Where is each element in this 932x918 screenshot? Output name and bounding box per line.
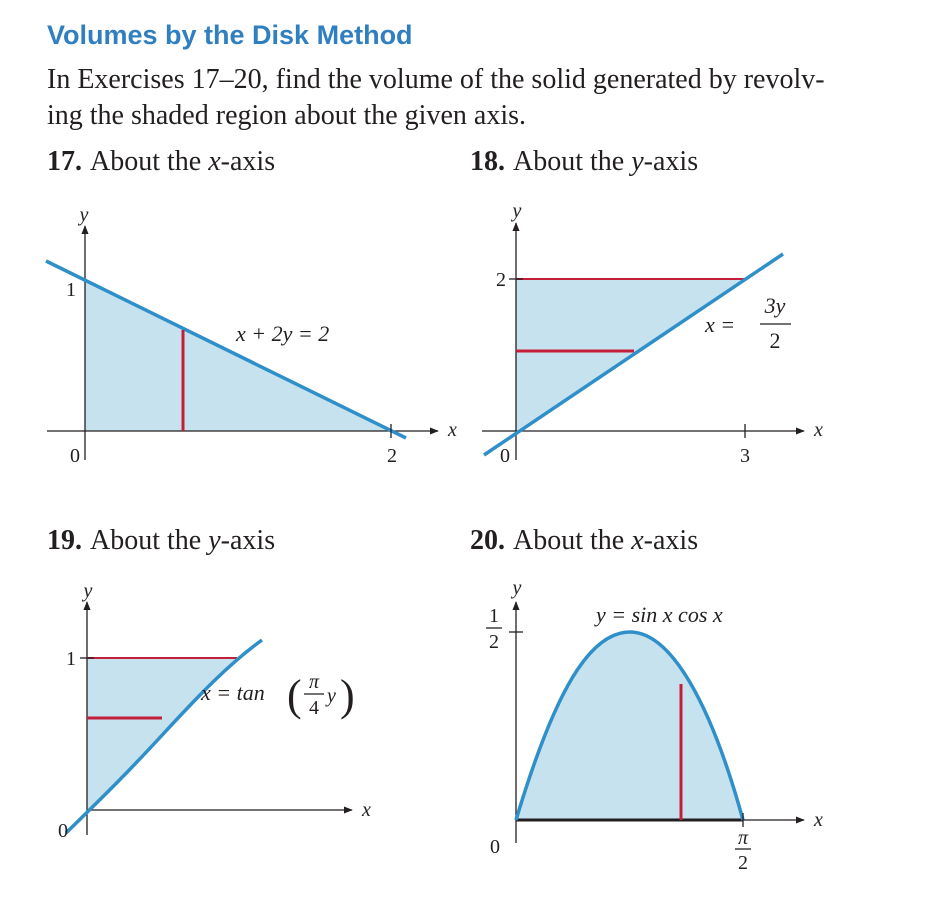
x-axis-label: x [362,799,371,821]
caption-prefix: About the [90,146,209,177]
caption-prefix: About the [513,146,632,177]
equation-denominator: 2 [769,328,781,353]
caption-prefix: About the [90,525,209,556]
equation-var: y [327,685,336,707]
section-title: Volumes by the Disk Method [47,20,413,50]
exercise-number: 20. [470,525,505,556]
origin-label: 0 [70,445,80,467]
origin-label: 0 [58,820,68,842]
figure-19 [58,580,371,842]
x-tick-denominator: 2 [738,852,748,874]
x-tick-numerator: π [737,827,749,849]
y-axis-label: y [512,577,522,599]
equation-lhs: x = [705,312,736,337]
y-tick-label: 1 [66,648,76,670]
y-axis-label: y [83,580,93,602]
origin-label: 0 [490,836,500,858]
caption-suffix: -axis [643,525,699,556]
y-axis-label: y [512,200,522,222]
caption-axis-var: x [631,525,644,556]
instructions-line-1: In Exercises 17–20, find the volume of the solid generated by revolv- [47,64,825,95]
caption-axis-var: x [208,146,221,177]
exercise-number: 18. [470,146,505,177]
x-tick-label: 3 [740,445,750,467]
exercise-number: 19. [47,525,82,556]
origin-label: 0 [500,445,510,467]
y-tick-label: 2 [496,269,506,291]
y-tick-denominator: 2 [489,631,499,653]
exercise-number: 17. [47,146,82,177]
paren-right: ) [340,671,355,720]
x-axis-label: x [448,419,457,441]
figure-20 [486,577,823,874]
y-axis-label: y [79,204,89,226]
caption-axis-var: y [208,525,221,556]
caption-suffix: -axis [643,146,699,177]
equation-label: x + 2y = 2 [236,321,330,346]
x-axis-label: x [814,419,823,441]
paren-left: ( [287,671,302,720]
equation-numerator: 3y [764,293,786,318]
instructions-line-2: ing the shaded region about the given axis. [47,100,526,131]
caption-suffix: -axis [220,525,276,556]
figure-18 [482,200,823,467]
equation-denominator: 4 [309,697,319,719]
caption-prefix: About the [513,525,632,556]
caption-axis-var: y [631,146,644,177]
caption-suffix: -axis [220,146,276,177]
y-tick-label: 1 [66,279,76,301]
equation-numerator: π [308,671,320,693]
figure-17 [46,204,457,467]
x-tick-label: 2 [387,445,397,467]
x-axis-label: x [814,809,823,831]
equation-lhs: x = tan [201,680,265,705]
y-tick-numerator: 1 [489,605,499,627]
equation-label: y = sin x cos x [596,602,723,627]
